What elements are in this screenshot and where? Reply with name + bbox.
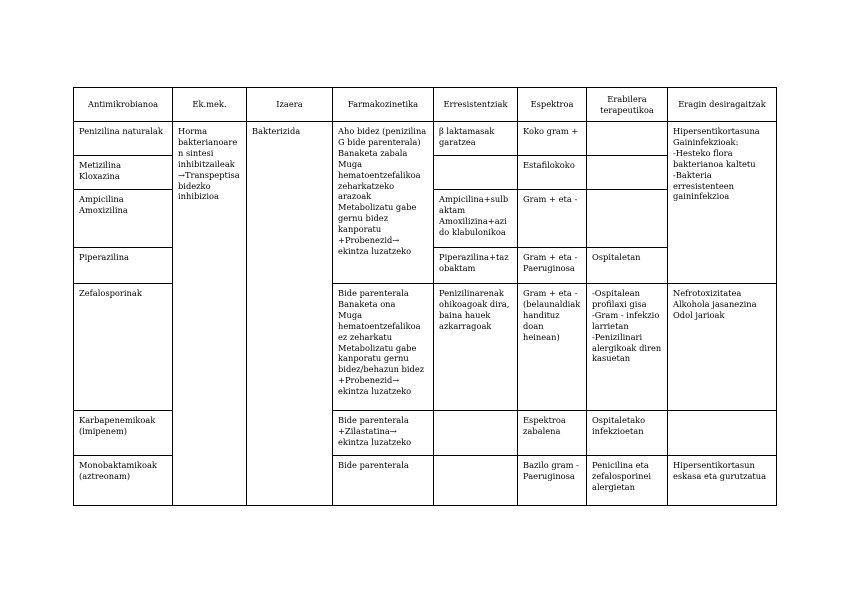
table-cell-use: [587, 190, 668, 248]
table-cell-resistance: Ampicilina+sulbaktam Amoxilizina+azido klabulonikoa: [434, 190, 518, 248]
table-cell-drug: Monobaktamikoak (aztreonam): [74, 456, 173, 506]
table-cell-mechanism: Horma bakterianoaren sintesi inhibitzaileak →Transpeptisa bidezko inhibizioa: [173, 122, 247, 506]
table-cell-spectrum: Espektroa zabalena: [518, 411, 587, 456]
table-cell-spectrum: Estafilokoko: [518, 156, 587, 190]
table-cell-use: -Ospitalean profilaxi gisa -Gram - infekzio larrietan -Penizilinari alergikoak diren kasuetan: [587, 284, 668, 411]
table-row: [74, 122, 777, 156]
table-cell-adverse-effects: [668, 411, 777, 456]
antimicrobial-table: [73, 87, 777, 506]
table-cell-resistance: β laktamasak garatzea: [434, 122, 518, 156]
header-row: [74, 88, 777, 122]
table-cell-spectrum: Gram + eta - Paeruginosa: [518, 248, 587, 284]
table-cell-pharmacokinetics: Bide parenterala Banaketa ona Muga hematoentzefalikoa ez zeharkatu Metabolizatu gabe kanporatu gernu bidez/behazun bidez +Probenezid→ ekintza luzatzeko: [333, 284, 434, 411]
table-cell-resistance: [434, 411, 518, 456]
header-cell-mechanism: Ek.mek.: [173, 88, 247, 122]
table-cell-adverse-effects: Nefrotoxizitatea Alkohola jasanezina Odol jarioak: [668, 284, 777, 411]
table-cell-resistance: Penizilinarenak ohikoagoak dira, baina hauek azkarragoak: [434, 284, 518, 411]
table-cell-pharmacokinetics: Aho bidez (penizilina G bide parenterala) Banaketa zabala Muga hematoentzefalikoa zeharkatzeko arazoak Metabolizatu gabe gernu bidez kanporatu +Probenezid→ ekintza luzatzeko: [333, 122, 434, 284]
header-cell-antimicrobial: Antimikrobianoa: [74, 88, 173, 122]
table-cell-spectrum: Gram + eta -: [518, 190, 587, 248]
table-cell-adverse-effects: Hipersentikortasun eskasa eta gurutzatua: [668, 456, 777, 506]
table-cell-drug: Metizilina Kloxazina: [74, 156, 173, 190]
header-cell-pharmacokinetics: Farmakozinetika: [333, 88, 434, 122]
table-cell-spectrum: Koko gram +: [518, 122, 587, 156]
table-cell-drug: Zefalosporinak: [74, 284, 173, 411]
header-cell-spectrum: Espektroa: [518, 88, 587, 122]
table-cell-adverse-effects: Hipersentikortasuna Gaininfekzioak: -Hesteko flora bakterianoa kaltetu -Bakteria erresistenteen gaininfekzioa: [668, 122, 777, 284]
table-cell-use: Ospitaletako infekzioetan: [587, 411, 668, 456]
table-cell-drug: Piperazilina: [74, 248, 173, 284]
table-cell-use: Penicilina eta zefalosporinei alergietan: [587, 456, 668, 506]
header-cell-resistance: Erresistentziak: [434, 88, 518, 122]
table-cell-spectrum: Bazilo gram - Paeruginosa: [518, 456, 587, 506]
header-cell-therapeutic-use: Erabilera terapeutikoa: [587, 88, 668, 122]
table-cell-pharmacokinetics: Bide parenterala: [333, 456, 434, 506]
table-cell-pharmacokinetics: Bide parenterala +Zilastatina→ ekintza luzatzeko: [333, 411, 434, 456]
table-cell-drug: Penizilina naturalak: [74, 122, 173, 156]
header-cell-nature: Izaera: [247, 88, 333, 122]
table-cell-drug: Karbapenemikoak (imipenem): [74, 411, 173, 456]
table-cell-use: Ospitaletan: [587, 248, 668, 284]
table-cell-drug: Ampicilina Amoxizilina: [74, 190, 173, 248]
table-cell-nature: Bakterizida: [247, 122, 333, 506]
table-cell-use: [587, 156, 668, 190]
table-cell-use: [587, 122, 668, 156]
table-cell-resistance: [434, 456, 518, 506]
table-cell-resistance: [434, 156, 518, 190]
header-cell-adverse-effects: Eragin desiragaitzak: [668, 88, 777, 122]
table-cell-spectrum: Gram + eta - (belaunaldiak handituz doan heinean): [518, 284, 587, 411]
table-cell-resistance: Piperazilina+tazobaktam: [434, 248, 518, 284]
